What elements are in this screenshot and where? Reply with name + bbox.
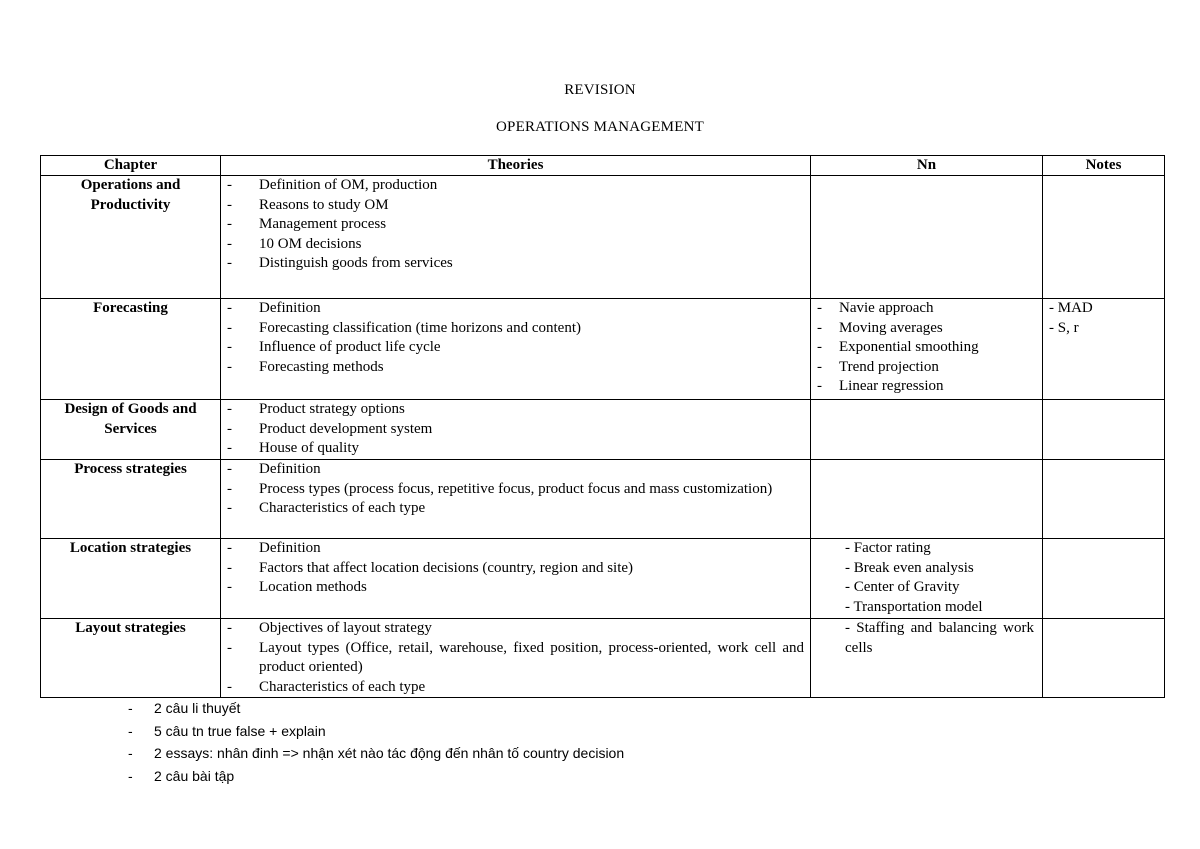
nn-cell xyxy=(811,176,1043,299)
theory-item: - Location methods xyxy=(227,578,804,598)
table-row xyxy=(41,400,1165,460)
nn-cell xyxy=(811,299,1043,400)
theories-cell xyxy=(221,619,811,698)
chapter-cell: Forecasting xyxy=(41,299,221,400)
chapter-cell: Operations and Productivity xyxy=(41,176,221,299)
theory-item: - 10 OM decisions xyxy=(227,235,804,255)
list-item: - 5 câu tn true false + explain xyxy=(128,720,624,743)
list-item: - 2 câu bài tập xyxy=(128,765,624,788)
nn-cell xyxy=(811,400,1043,460)
nn-item: - Staffing and balancing work cells xyxy=(845,620,1034,656)
theory-item: - Definition xyxy=(227,539,804,559)
note-item: - S, r xyxy=(1049,319,1079,336)
notes-cell xyxy=(1043,299,1165,400)
notes-cell xyxy=(1043,539,1165,619)
nn-cell xyxy=(811,460,1043,539)
document-title: REVISION xyxy=(564,82,636,98)
column-header-chapter: Chapter xyxy=(41,156,221,176)
list-item: - 2 câu li thuyết xyxy=(128,697,624,720)
theory-item: - Process types (process focus, repetitive focus, product focus and mass customization) xyxy=(227,480,804,500)
nn-item: - Factor rating xyxy=(845,540,931,556)
column-header-notes: Notes xyxy=(1043,156,1165,176)
nn-item: - Trend projection xyxy=(817,358,1036,378)
theory-item: - Characteristics of each type xyxy=(227,678,804,698)
theory-item: - Product development system xyxy=(227,420,804,440)
revision-table xyxy=(40,155,1165,698)
nn-item: - Moving averages xyxy=(817,319,1036,339)
theories-cell xyxy=(221,460,811,539)
theory-item: - Definition xyxy=(227,460,804,480)
nn-item: - Linear regression xyxy=(817,377,1036,397)
theory-item: - Layout types (Office, retail, warehouse, fixed position, process-oriented, work cell and product oriented) xyxy=(227,639,804,678)
notes-cell xyxy=(1043,619,1165,698)
chapter-cell: Location strategies xyxy=(41,539,221,619)
theory-item: - Objectives of layout strategy xyxy=(227,619,804,639)
column-header-theories: Theories xyxy=(221,156,811,176)
nn-item: - Transportation model xyxy=(845,598,983,615)
theory-item: - Reasons to study OM xyxy=(227,196,804,216)
theory-item: - Factors that affect location decisions (country, region and site) xyxy=(227,559,804,579)
chapter-cell: Process strategies xyxy=(41,460,221,539)
table-row xyxy=(41,460,1165,539)
theory-item: - Forecasting classification (time horizons and content) xyxy=(227,319,804,339)
theories-cell xyxy=(221,400,811,460)
table-row xyxy=(41,539,1165,619)
nn-cell xyxy=(811,619,1043,698)
theory-item: - Influence of product life cycle xyxy=(227,338,804,358)
notes-cell xyxy=(1043,400,1165,460)
notes-cell xyxy=(1043,460,1165,539)
list-item: - 2 essays: nhân đinh => nhận xét nào tác động đến nhân tố country decision xyxy=(128,742,624,765)
nn-item: - Navie approach xyxy=(817,299,1036,319)
column-header-nn: Nn xyxy=(811,156,1043,176)
nn-item: - Center of Gravity xyxy=(845,579,960,596)
document-subtitle: OPERATIONS MANAGEMENT xyxy=(496,119,704,135)
exam-structure-list xyxy=(128,697,624,787)
theory-item: - Management process xyxy=(227,215,804,235)
chapter-cell: Layout strategies xyxy=(41,619,221,698)
nn-item: - Break even analysis xyxy=(845,559,974,576)
nn-item: - Exponential smoothing xyxy=(817,338,1036,358)
table-row xyxy=(41,299,1165,400)
note-item: - MAD xyxy=(1049,300,1093,316)
theory-item: - Forecasting methods xyxy=(227,358,804,378)
notes-cell xyxy=(1043,176,1165,299)
nn-cell xyxy=(811,539,1043,619)
theories-cell xyxy=(221,539,811,619)
table-row xyxy=(41,176,1165,299)
theory-item: - House of quality xyxy=(227,439,804,459)
theory-item: - Product strategy options xyxy=(227,400,804,420)
theory-item: - Distinguish goods from services xyxy=(227,254,804,274)
theory-item: - Definition xyxy=(227,299,804,319)
table-row xyxy=(41,619,1165,698)
theories-cell xyxy=(221,176,811,299)
theory-item: - Characteristics of each type xyxy=(227,499,804,519)
theories-cell xyxy=(221,299,811,400)
table-header-row xyxy=(41,156,1165,176)
chapter-cell: Design of Goods and Services xyxy=(41,400,221,460)
theory-item: - Definition of OM, production xyxy=(227,176,804,196)
